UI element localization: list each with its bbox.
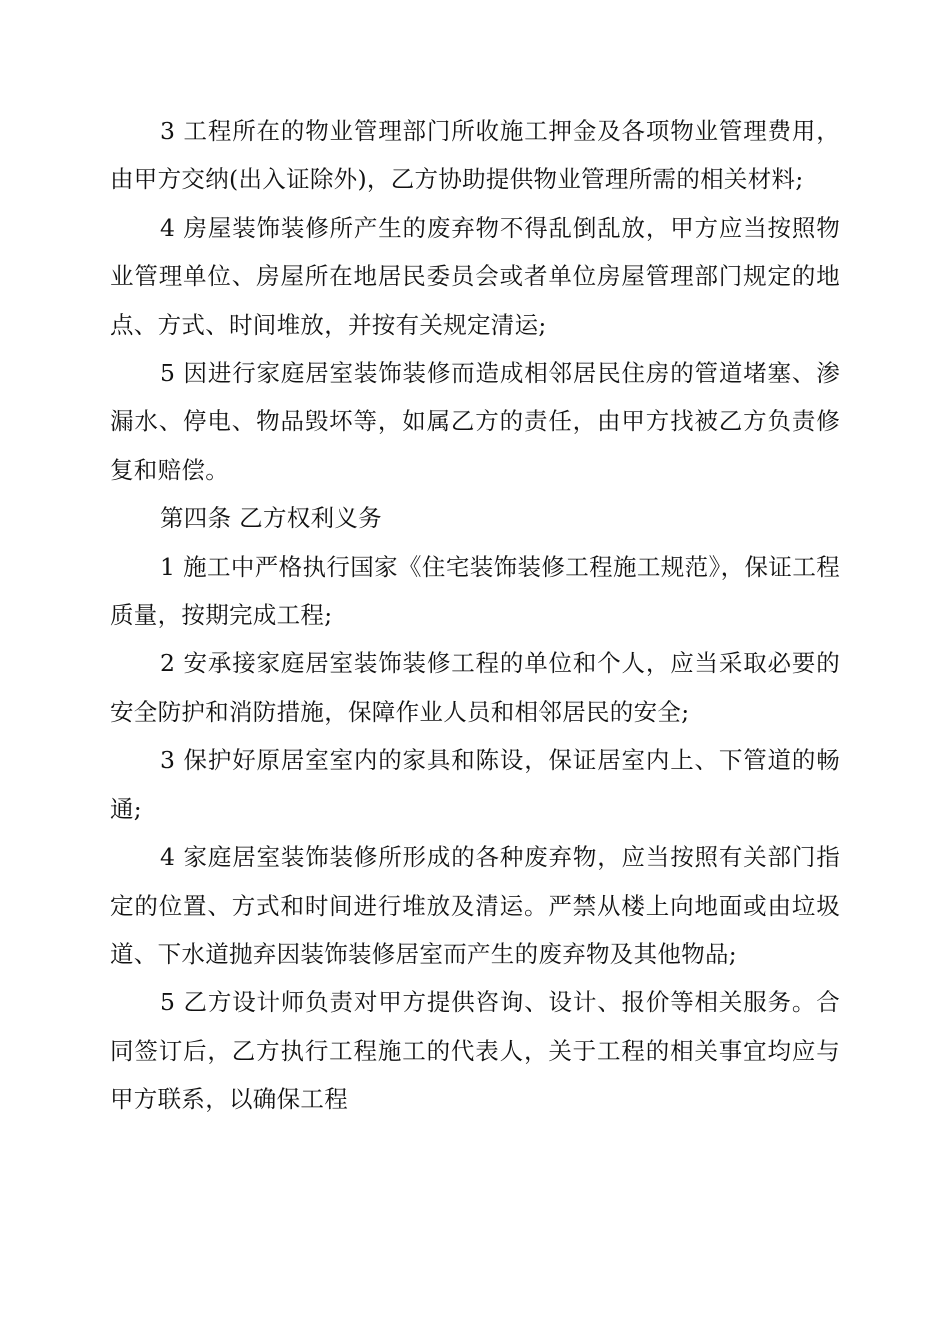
paragraph-waste-disposal: 4 房屋装饰装修所产生的废弃物不得乱倒乱放，甲方应当按照物业管理单位、房屋所在地居民委员会或者单位房屋管理部门规定的地点、方式、时间堆放，并按有关规定清运;	[110, 213, 840, 339]
paragraph-waste-handling: 4 家庭居室装饰装修所形成的各种废弃物，应当按照有关部门指定的位置、方式和时间进行堆放及清运。严禁从楼上向地面或由垃圾道、下水道抛弃因装饰装修居室而产生的废弃物及其他物品;	[110, 843, 840, 968]
paragraph-deposit-fees: 3 工程所在的物业管理部门所收施工押金及各项物业管理费用，由甲方交纳(出入证除外)，乙方协助提供物业管理所需的相关材料;	[110, 117, 840, 194]
paragraph-designer-duties: 5 乙方设计师负责对甲方提供咨询、设计、报价等相关服务。合同签订后，乙方执行工程施工的代表人，关于工程的相关事宜均应与甲方联系，以确保工程	[110, 988, 840, 1114]
paragraph-safety-measures: 2 安承接家庭居室装饰装修工程的单位和个人，应当采取必要的安全防护和消防措施，保障作业人员和相邻居民的安全;	[110, 649, 840, 726]
paragraph-protect-furniture: 3 保护好原居室室内的家具和陈设，保证居室内上、下管道的畅通;	[110, 746, 840, 823]
document-body	[110, 107, 840, 1124]
paragraph-damage-liability: 5 因进行家庭居室装饰装修而造成相邻居民住房的管道堵塞、渗漏水、停电、物品毁坏等，如属乙方的责任，由甲方找被乙方负责修复和赔偿。	[110, 359, 840, 484]
section-heading-article-four: 第四条 乙方权利义务	[160, 504, 382, 533]
paragraph-construction-standards: 1 施工中严格执行国家《住宅装饰装修工程施工规范》，保证工程质量，按期完成工程;	[110, 552, 840, 630]
